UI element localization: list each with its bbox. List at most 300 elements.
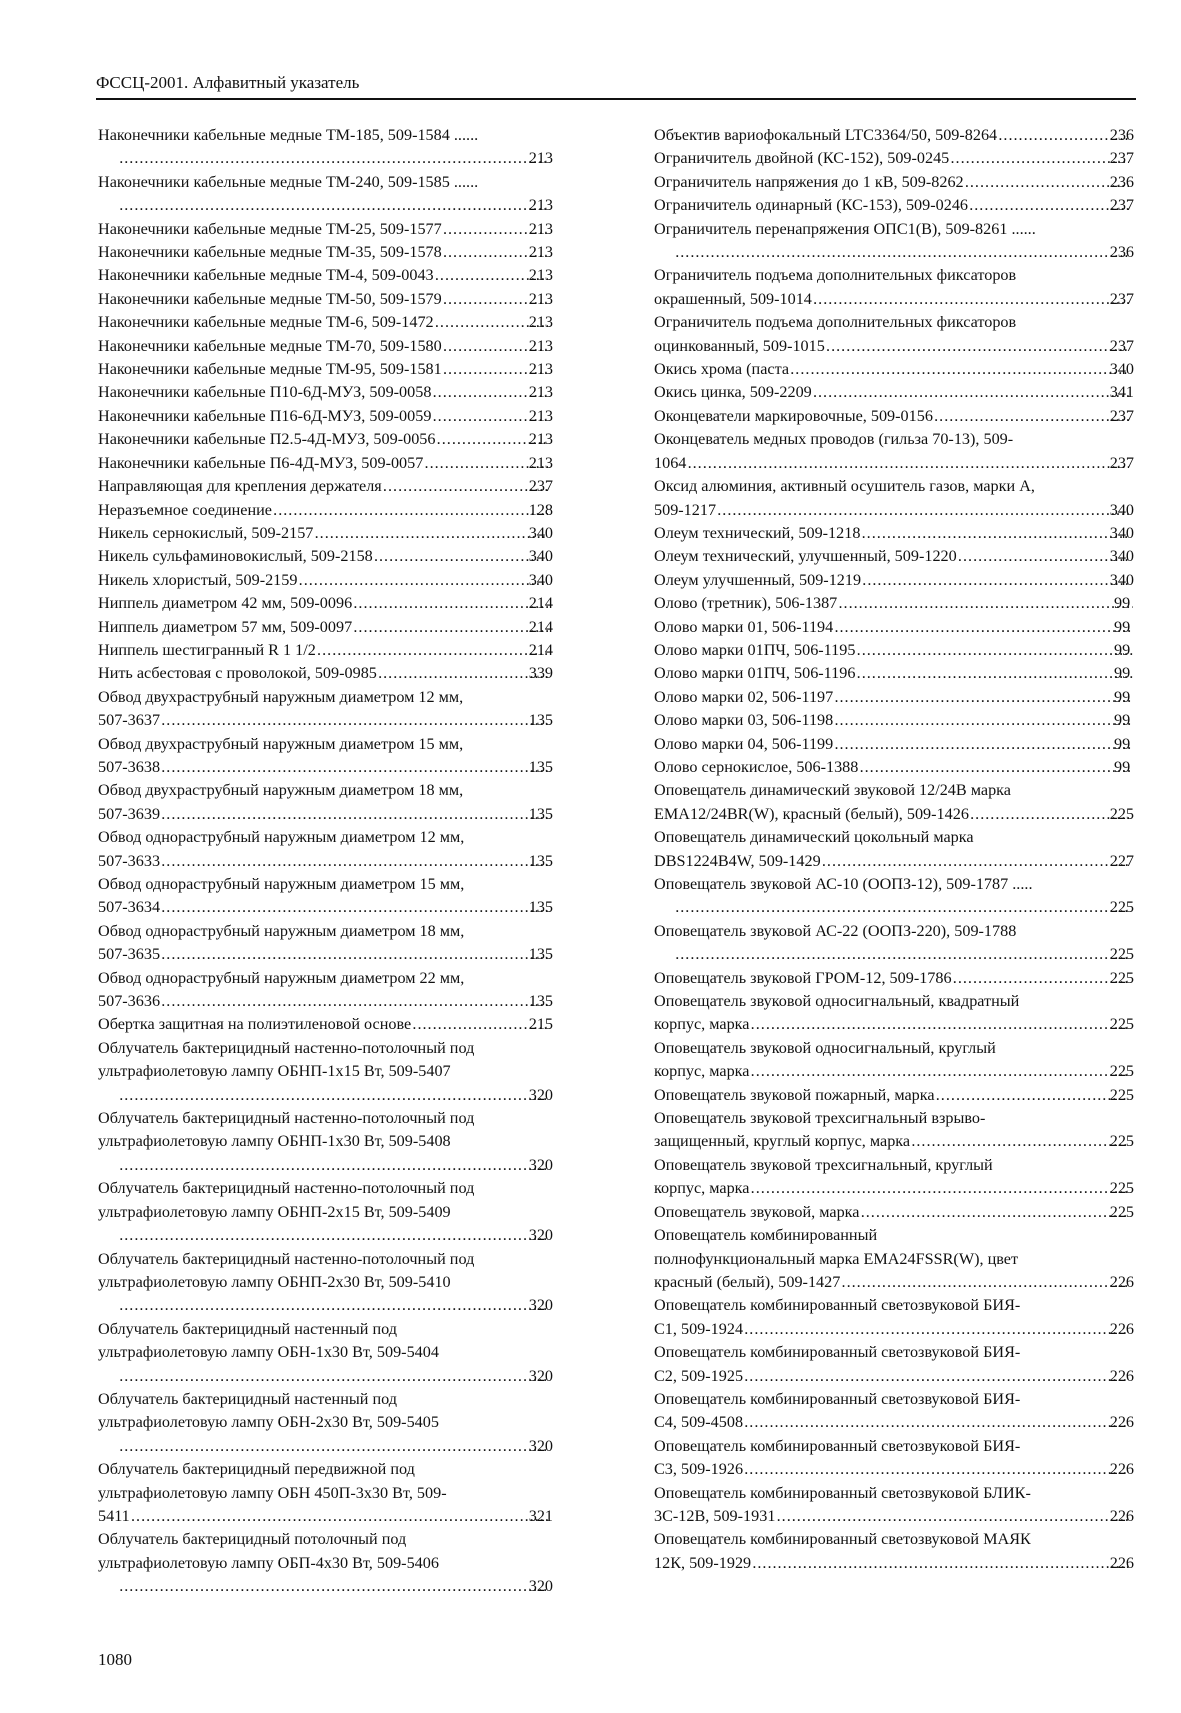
index-column-right <box>654 124 1134 1575</box>
entry-text: ультрафиолетовую лампу ОБН-1х30 Вт, 509-5404 <box>98 1343 439 1362</box>
entry-text: Направляющая для крепления держателя <box>98 477 382 496</box>
entry-page-number: 213 <box>528 383 553 402</box>
index-entry <box>98 335 553 358</box>
entry-text: 3С-12В, 509-1931 <box>654 1506 776 1525</box>
entry-text: окрашенный, 509-1014 <box>654 289 812 308</box>
entry-text: Оповещатель звуковой односигнальный, квадратный <box>654 992 1020 1011</box>
index-entry <box>654 1528 1134 1575</box>
dot-leader <box>970 803 1129 826</box>
index-entry <box>654 1224 1134 1294</box>
entry-text: Обертка защитная на полиэтиленовой основе <box>98 1015 412 1034</box>
entry-text: 507-3633 <box>98 851 161 870</box>
entry-text: Объектив вариофокальный LTC3364/50, 509-8264 <box>654 126 998 144</box>
entry-page-number: 135 <box>528 992 553 1011</box>
index-entry <box>98 218 553 241</box>
dot-leader <box>856 639 1133 662</box>
entry-page-number: 340 <box>528 570 553 589</box>
index-entry <box>98 264 553 287</box>
entry-text: Оповещатель комбинированный <box>654 1226 878 1245</box>
index-entry <box>98 381 553 404</box>
entry-text: Облучатель бактерицидный настенный под <box>98 1389 397 1408</box>
dot-leader <box>953 967 1129 990</box>
index-entry <box>654 1482 1134 1529</box>
dot-leader <box>383 475 548 498</box>
entry-text: Олово марки 03, 506-1198 <box>654 711 834 730</box>
index-entry <box>98 569 553 592</box>
entry-text: Ограничитель напряжения до 1 кВ, 509-8262 <box>654 172 964 191</box>
entry-text: Оповещатель динамический звуковой 12/24В марка <box>654 781 1011 800</box>
index-entry <box>654 920 1134 967</box>
index-entry <box>98 873 553 920</box>
entry-text: Наконечники кабельные медные ТМ-35, 509-1578 <box>98 243 442 262</box>
dot-leader <box>965 171 1129 194</box>
index-entry: Олово марки 01ПЧ, 506-1196 ..... 99 <box>654 662 1134 685</box>
index-entry <box>98 639 553 662</box>
dot-leader <box>744 1365 1129 1388</box>
entry-page-number: 321 <box>528 1506 553 1525</box>
dot-leader <box>834 616 1133 639</box>
index-entry <box>98 920 553 967</box>
entry-text: красный (белый), 509-1427 <box>654 1272 841 1291</box>
index-entry <box>654 124 1134 147</box>
dot-leader <box>841 1271 1128 1294</box>
entry-page-number: 135 <box>528 851 553 870</box>
dot-leader <box>934 405 1129 428</box>
entry-page-number: 213 <box>528 243 553 262</box>
entry-text: Никель сернокислый, 509-2157 <box>98 523 314 542</box>
dot-leader <box>750 1060 1128 1083</box>
entry-text: С1, 509-1924 <box>654 1319 744 1338</box>
entry-page-number: 225 <box>1109 898 1134 917</box>
dot-leader <box>161 943 548 966</box>
index-entry <box>98 686 553 733</box>
index-entry <box>98 826 553 873</box>
dot-leader <box>675 241 1129 264</box>
entry-text: корпус, марка <box>654 1062 750 1081</box>
entry-text: Оповещатель динамический цокольный марка <box>654 828 974 847</box>
entry-page-number: 225 <box>1109 968 1134 987</box>
dot-leader <box>750 1177 1128 1200</box>
index-entry <box>654 358 1134 381</box>
dot-leader <box>353 616 548 639</box>
index-entry <box>654 1201 1134 1224</box>
index-entry <box>654 264 1134 311</box>
index-entry <box>654 171 1134 194</box>
entry-text: Оповещатель комбинированный светозвуковой БИЯ- <box>654 1389 1021 1408</box>
index-entry <box>654 381 1134 404</box>
entry-page-number: 214 <box>528 594 553 613</box>
entry-text: DBS1224B4W, 509-1429 <box>654 851 821 870</box>
entry-text: Ограничитель подъема дополнительных фиксаторов <box>654 313 1017 332</box>
index-entry <box>98 522 553 545</box>
entry-text: 5411 <box>98 1506 130 1525</box>
index-entry <box>654 1154 1134 1201</box>
entry-page-number: 225 <box>1109 804 1134 823</box>
dot-leader <box>826 335 1129 358</box>
entry-page-number: 236 <box>1109 126 1134 144</box>
entry-text: Олово (третник), 506-1387 <box>654 594 838 613</box>
index-entry <box>98 1013 553 1036</box>
index-entry <box>98 1248 553 1318</box>
entry-text: Наконечники кабельные медные ТМ-50, 509-1579 <box>98 289 442 308</box>
index-entry <box>654 545 1134 568</box>
entry-text: Олово сернокислое, 506-1388 <box>654 757 859 776</box>
entry-text: Оповещатель звуковой пожарный, марка <box>654 1085 935 1104</box>
entry-text: Обвод однораструбный наружным диаметром 12 мм, <box>98 828 465 847</box>
entry-text: Наконечники кабельные медные ТМ-185, 509-1584 ...... <box>98 126 479 144</box>
index-entry <box>654 967 1134 990</box>
entry-page-number: 225 <box>1109 945 1134 964</box>
dot-leader <box>119 1365 548 1388</box>
entry-text: Ниппель диаметром 57 мм, 509-0097 <box>98 617 353 636</box>
entry-page-number: 225 <box>1109 1202 1134 1221</box>
header-title: ФССЦ-2001. Алфавитный указатель <box>96 73 360 92</box>
entry-page-number: 320 <box>528 1296 553 1315</box>
entry-text: Оповещатель звуковой АС-10 (ООПЗ-12), 509-1787 ..... <box>654 875 1033 893</box>
entry-text: Олово марки 04, 506-1199 <box>654 734 834 753</box>
entry-page-number: 237 <box>1109 336 1134 355</box>
dot-leader <box>958 545 1129 568</box>
entry-text: Оконцеватели маркировочные, 509-0156 <box>654 406 933 425</box>
entry-text: Облучатель бактерицидный настенно-потолочный под <box>98 1038 475 1057</box>
index-entry <box>654 428 1134 475</box>
entry-text: Наконечники кабельные медные ТМ-25, 509-1577 <box>98 219 442 238</box>
index-entry <box>654 522 1134 545</box>
entry-text: Обвод однораструбный наружным диаметром 22 мм, <box>98 968 465 987</box>
dot-leader <box>314 522 547 545</box>
entry-page-number: 236 <box>1109 172 1134 191</box>
entry-page-number: 215 <box>528 1015 553 1034</box>
entry-text: Облучатель бактерицидный настенно-потолочный под <box>98 1109 475 1128</box>
index-entry <box>654 405 1134 428</box>
entry-page-number: 237 <box>1109 149 1134 168</box>
entry-text: Оповещатель звуковой АС-22 (ООПЗ-220), 509-1788 <box>654 921 1017 940</box>
entry-page-number: 320 <box>528 1436 553 1455</box>
entry-page-number: 226 <box>1109 1506 1134 1525</box>
entry-text: Ограничитель подъема дополнительных фиксаторов <box>654 266 1017 285</box>
index-entry: Олово марки 04, 506-1199 ..... 99 <box>654 733 1134 756</box>
entry-text: Олово марки 01, 506-1194 <box>654 617 834 636</box>
dot-leader <box>378 662 548 685</box>
entry-text: Нить асбестовая с проволокой, 509-0985 <box>98 664 377 683</box>
index-entry <box>654 1341 1134 1388</box>
entry-page-number: 135 <box>528 804 553 823</box>
entry-text: Облучатель бактерицидный настенно-потолочный под <box>98 1249 475 1268</box>
entry-text: С2, 509-1925 <box>654 1366 744 1385</box>
index-entry <box>98 311 553 334</box>
entry-page-number: 340 <box>528 523 553 542</box>
index-entry <box>654 147 1134 170</box>
entry-text: Наконечники кабельные медные ТМ-240, 509-1585 ...... <box>98 172 479 191</box>
index-entry <box>98 1177 553 1247</box>
entry-text: Оповещатель звуковой трехсигнальный, круглый <box>654 1155 993 1174</box>
index-entry <box>98 1107 553 1177</box>
dot-leader <box>744 1458 1129 1481</box>
page-header <box>96 70 1136 100</box>
index-entry <box>98 241 553 264</box>
dot-leader <box>161 756 548 779</box>
entry-page-number: 226 <box>1109 1319 1134 1338</box>
entry-text: С4, 509-4508 <box>654 1413 744 1432</box>
entry-text: Оконцеватель медных проводов (гильза 70-13), 509- <box>654 430 1014 449</box>
dot-leader <box>161 990 548 1013</box>
dot-leader <box>675 943 1129 966</box>
entry-text: 507-3634 <box>98 898 161 917</box>
entry-text: Облучатель бактерицидный потолочный под <box>98 1530 407 1549</box>
index-entry <box>654 1107 1134 1154</box>
dot-leader <box>813 381 1129 404</box>
entry-page-number: 237 <box>1109 289 1134 308</box>
entry-text: 507-3637 <box>98 711 161 730</box>
entry-text: Ограничитель двойной (КС-152), 509-0245 <box>654 149 950 168</box>
dot-leader <box>119 194 548 217</box>
index-entry <box>98 1458 553 1528</box>
index-entry <box>98 662 553 685</box>
dot-leader <box>353 592 548 615</box>
entry-text: ультрафиолетовую лампу ОБНП-1х30 Вт, 509-5408 <box>98 1132 451 1151</box>
entry-text: ультрафиолетовую лампу ОБНП-1х15 Вт, 509-5407 <box>98 1062 451 1081</box>
index-entry <box>654 779 1134 826</box>
entry-page-number: 214 <box>528 617 553 636</box>
entry-page-number: 213 <box>528 430 553 449</box>
entry-page-number: 237 <box>1109 453 1134 472</box>
entry-text: Облучатель бактерицидный настенно-потолочный под <box>98 1179 475 1198</box>
entry-page-number: 340 <box>1109 360 1134 379</box>
dot-leader <box>412 1013 548 1036</box>
entry-text: Наконечники кабельные П6-4Д-МУЗ, 509-0057 <box>98 453 424 472</box>
entry-text: полнофункциональный марка ЕМА24FSSR(W), цвет <box>654 1249 1019 1268</box>
entry-text: Обвод однораструбный наружным диаметром 18 мм, <box>98 921 465 940</box>
dot-leader <box>161 850 548 873</box>
entry-text: С3, 509-1926 <box>654 1460 744 1479</box>
dot-leader <box>822 850 1129 873</box>
index-entry <box>654 873 1134 920</box>
entry-page-number: 237 <box>1109 406 1134 425</box>
index-entry <box>654 475 1134 522</box>
entry-page-number: 213 <box>528 266 553 285</box>
entry-page-number: 213 <box>528 360 553 379</box>
index-entry <box>654 218 1134 265</box>
entry-text: ультрафиолетовую лампу ОБП-4х30 Вт, 509-5406 <box>98 1553 439 1572</box>
dot-leader <box>950 147 1128 170</box>
entry-page-number: 213 <box>528 406 553 425</box>
entry-page-number: 213 <box>528 336 553 355</box>
dot-leader <box>119 1294 548 1317</box>
entry-text: Неразъемное соединение <box>98 500 272 519</box>
entry-page-number: 213 <box>528 196 553 215</box>
index-entry <box>98 1388 553 1458</box>
dot-leader <box>859 756 1133 779</box>
entry-page-number: 225 <box>1109 1179 1134 1198</box>
entry-text: Наконечники кабельные медные ТМ-4, 509-0043 <box>98 266 434 285</box>
entry-page-number: 226 <box>1109 1413 1134 1432</box>
entry-text: Олово марки 02, 506-1197 <box>654 687 834 706</box>
index-entry: Олово сернокислое, 506-1388 ..... 99 <box>654 756 1134 779</box>
index-entry <box>98 428 553 451</box>
index-entry <box>98 1037 553 1107</box>
entry-page-number: 225 <box>1109 1085 1134 1104</box>
entry-page-number: 135 <box>528 711 553 730</box>
entry-text: корпус, марка <box>654 1179 750 1198</box>
entry-page-number: 135 <box>528 945 553 964</box>
entry-text: Оповещатель комбинированный светозвуковой БИЯ- <box>654 1436 1021 1455</box>
entry-page-number: 236 <box>1109 243 1134 262</box>
dot-leader <box>776 1505 1128 1528</box>
index-column-left <box>98 124 553 1599</box>
entry-text: Облучатель бактерицидный передвижной под <box>98 1460 415 1479</box>
entry-page-number: 226 <box>1109 1553 1134 1572</box>
entry-text: 507-3639 <box>98 804 161 823</box>
index-entry <box>98 358 553 381</box>
dot-leader <box>862 569 1129 592</box>
entry-page-number: 225 <box>1109 1132 1134 1151</box>
entry-text: Оксид алюминия, активный осушитель газов, марки А, <box>654 477 1035 496</box>
entry-text: Олово марки 01ПЧ, 506-1196 <box>654 664 856 683</box>
dot-leader <box>834 686 1133 709</box>
entry-page-number: 237 <box>1109 196 1134 215</box>
entry-text: 507-3638 <box>98 757 161 776</box>
entry-text: Ниппель шестигранный R 1 1/2 <box>98 640 316 659</box>
dot-leader <box>861 1201 1129 1224</box>
entry-page-number: 214 <box>528 640 553 659</box>
index-entry <box>654 990 1134 1037</box>
entry-text: ультрафиолетовую лампу ОБН 450П-3х30 Вт, 509- <box>98 1483 447 1502</box>
index-entry <box>654 1388 1134 1435</box>
dot-leader <box>374 545 548 568</box>
dot-leader <box>119 1224 548 1247</box>
index-entry <box>654 1435 1134 1482</box>
index-entry <box>98 475 553 498</box>
entry-text: Никель сульфаминовокислый, 509-2158 <box>98 547 373 566</box>
entry-text: Ограничитель перенапряжения ОПС1(В), 509-8261 ...... <box>654 219 1036 238</box>
index-entry <box>98 779 553 826</box>
entry-text: Обвод двухраструбный наружным диаметром 12 мм, <box>98 687 464 706</box>
dot-leader <box>838 592 1133 615</box>
entry-text: Олеум улучшенный, 509-1219 <box>654 570 862 589</box>
entry-page-number: 227 <box>1109 851 1134 870</box>
dot-leader <box>317 639 548 662</box>
entry-text: Оповещатель звуковой ГРОМ-12, 509-1786 <box>654 968 952 987</box>
entry-text: Оповещатель комбинированный светозвуковой БИЯ- <box>654 1343 1021 1362</box>
index-entry <box>98 616 553 639</box>
entry-page-number: 340 <box>528 547 553 566</box>
entry-text: Наконечники кабельные П2.5-4Д-МУЗ, 509-0056 <box>98 430 436 449</box>
dot-leader <box>861 522 1128 545</box>
entry-text: Оповещатель комбинированный светозвуковой БЛИК- <box>654 1483 1031 1502</box>
entry-page-number: 213 <box>528 313 553 332</box>
entry-page-number: 226 <box>1109 1272 1134 1291</box>
entry-text: Наконечники кабельные медные ТМ-6, 509-1472 <box>98 313 434 332</box>
entry-page-number: 340 <box>1109 547 1134 566</box>
dot-leader <box>752 1552 1129 1575</box>
entry-text: 1064 <box>654 453 687 472</box>
dot-leader <box>911 1130 1129 1153</box>
dot-leader <box>273 499 548 522</box>
index-entry <box>654 826 1134 873</box>
entry-text: ультрафиолетовую лампу ОБНП-2х15 Вт, 509-5409 <box>98 1202 451 1221</box>
dot-leader <box>834 709 1133 732</box>
entry-text: Наконечники кабельные медные ТМ-95, 509-1581 <box>98 360 442 379</box>
entry-page-number: 226 <box>1109 1460 1134 1479</box>
index-entry <box>654 311 1134 358</box>
index-entry <box>654 194 1134 217</box>
entry-page-number: 213 <box>528 149 553 168</box>
entry-text: Наконечники кабельные П16-6Д-МУЗ, 509-0059 <box>98 406 432 425</box>
entry-text: Оповещатель комбинированный светозвуковой БИЯ- <box>654 1296 1021 1315</box>
index-entry: Олово марки 01, 506-1194 ..... 99 <box>654 616 1134 639</box>
entry-page-number: 320 <box>528 1155 553 1174</box>
index-entry: Олово марки 01ПЧ, 506-1195 ..... 99 <box>654 639 1134 662</box>
entry-page-number: 135 <box>528 898 553 917</box>
entry-page-number: 340 <box>1109 500 1134 519</box>
entry-page-number: 213 <box>528 219 553 238</box>
entry-page-number: 320 <box>528 1577 553 1596</box>
entry-text: 507-3636 <box>98 992 161 1011</box>
dot-leader <box>717 499 1129 522</box>
entry-text: Окись хрома (паста <box>654 360 790 379</box>
entry-text: Оповещатель звуковой, марка <box>654 1202 860 1221</box>
entry-page-number: 226 <box>1109 1366 1134 1385</box>
index-entry <box>654 1294 1134 1341</box>
entry-text: Оповещатель звуковой односигнальный, круглый <box>654 1038 996 1057</box>
index-entry <box>98 1318 553 1388</box>
dot-leader <box>790 358 1129 381</box>
dot-leader <box>969 194 1129 217</box>
entry-page-number: 128 <box>528 500 553 519</box>
index-entry: Олово (третник), 506-1387 ..... 99 <box>654 592 1134 615</box>
dot-leader <box>687 452 1128 475</box>
entry-text: Ограничитель одинарный (КС-153), 509-0246 <box>654 196 969 215</box>
entry-page-number: 340 <box>1109 570 1134 589</box>
index-entry <box>98 405 553 428</box>
entry-text: 12К, 509-1929 <box>654 1553 752 1572</box>
dot-leader <box>813 288 1129 311</box>
entry-text: ультрафиолетовую лампу ОБН-2х30 Вт, 509-5405 <box>98 1413 439 1432</box>
dot-leader <box>119 1435 548 1458</box>
dot-leader <box>131 1505 548 1528</box>
entry-text: Олеум технический, улучшенный, 509-1220 <box>654 547 957 566</box>
index-entry <box>654 1084 1134 1107</box>
entry-text: Облучатель бактерицидный настенный под <box>98 1319 397 1338</box>
index-entry <box>98 592 553 615</box>
entry-text: Обвод однораструбный наружным диаметром 15 мм, <box>98 875 465 893</box>
entry-page-number: 320 <box>528 1085 553 1104</box>
index-entry <box>98 967 553 1014</box>
entry-text: Обвод двухраструбный наружным диаметром 18 мм, <box>98 781 464 800</box>
entry-page-number: 213 <box>528 453 553 472</box>
dot-leader <box>161 803 548 826</box>
dot-leader <box>750 1013 1128 1036</box>
page-number: 1080 <box>98 1650 132 1669</box>
entry-text: Обвод двухраструбный наружным диаметром 15 мм, <box>98 734 464 753</box>
dot-leader <box>119 1084 548 1107</box>
entry-text: Никель хлористый, 509-2159 <box>98 570 298 589</box>
entry-text: Ниппель диаметром 42 мм, 509-0096 <box>98 594 353 613</box>
entry-page-number: 225 <box>1109 1062 1134 1081</box>
entry-page-number: 340 <box>1109 523 1134 542</box>
entry-text: оцинкованный, 509-1015 <box>654 336 825 355</box>
entry-page-number: 213 <box>528 289 553 308</box>
index-entry: Олово марки 02, 506-1197 ..... 99 <box>654 686 1134 709</box>
index-entry <box>98 733 553 780</box>
index-entry <box>654 1037 1134 1084</box>
entry-text: корпус, марка <box>654 1015 750 1034</box>
entry-page-number: 341 <box>1109 383 1134 402</box>
dot-leader <box>161 709 548 732</box>
index-entry <box>98 171 553 218</box>
index-entry: Олово марки 03, 506-1198 ..... 99 <box>654 709 1134 732</box>
index-entry <box>98 452 553 475</box>
